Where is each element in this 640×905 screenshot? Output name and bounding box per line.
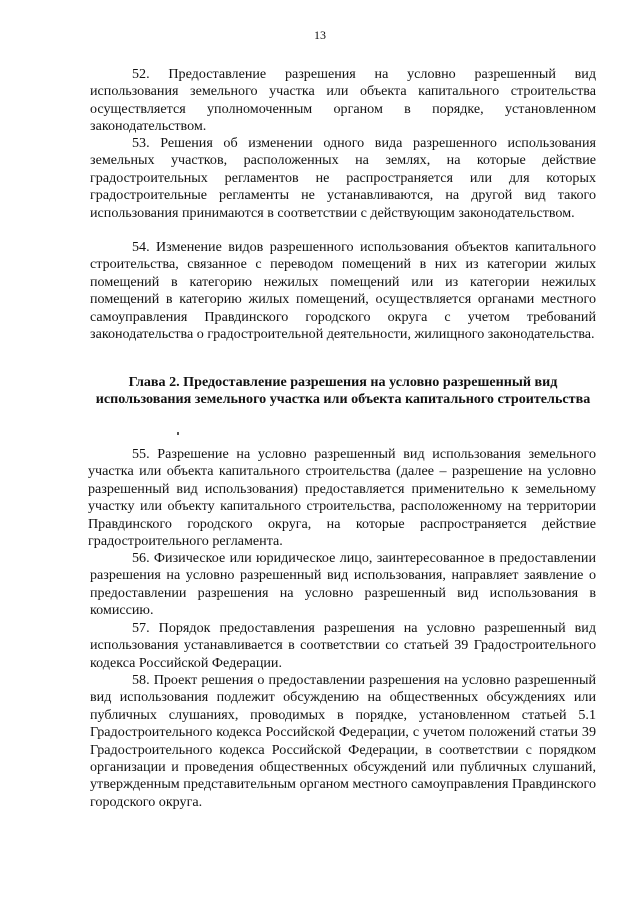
paragraph-56: 56. Физическое или юридическое лицо, заинтересованное в предоставлении разрешения на условно разрешенный вид использования, направляет заявление о предоставлении разрешения на условно разрешенный вид использования в комиссию. (90, 550, 596, 619)
paragraph-55: 55. Разрешение на условно разрешенный вид использования земельного участка или объекта капитального строительства (далее – разрешение на условно разрешенный вид использования) предоставляется применительно к земельному участку или объекту капитального строительства, расположенному на территории Правдинского городского округа, на которые распространяется действие градостроительного регламента. (88, 446, 596, 550)
scan-speck (177, 432, 179, 435)
paragraph-58: 58. Проект решения о предоставлении разрешения на условно разрешенный вид использования подлежит обсуждению на общественных обсуждениях или публичных слушаниях, проводимых в порядке, установленном статьей 5.1 Градостроительного кодекса Российской Федерации, с учетом положений статьи 39 Градостроительного кодекса Российской Федерации, в соответствии с порядком организации и проведения общественных обсуждений или публичных слушаний, утвержденным представительным органом местного самоуправления Правдинского городского округа. (90, 672, 596, 810)
chapter-heading: Глава 2. Предоставление разрешения на условно разрешенный вид использования земельного участка или объекта капитального строительства (95, 374, 591, 408)
paragraph-54: 54. Изменение видов разрешенного использования объектов капитального строительства, связанное с переводом помещений в них из категории жилых помещений в категорию нежилых помещений или из категории нежилых помещений в категорию жилых помещений, осуществляется органами местного самоуправления Правдинского городского округа с учетом требований законодательства о градостроительной деятельности, жилищного законодательства. (90, 239, 596, 343)
page-number: 13 (314, 28, 326, 42)
paragraph-53: 53. Решения об изменении одного вида разрешенного использования земельных участков, расположенных на землях, на которые действие градостроительных регламентов не распространяется или для которых градостроительные регламенты не устанавливаются, на другой вид такого использования принимаются в соответствии с действующим законодательством. (90, 135, 596, 221)
paragraph-52: 52. Предоставление разрешения на условно разрешенный вид использования земельного участка или объекта капитального строительства осуществляется уполномоченным органом в порядке, установленном законодательством. (90, 66, 596, 135)
paragraph-57: 57. Порядок предоставления разрешения на условно разрешенный вид использования устанавливается в соответствии со статьей 39 Градостроительного кодекса Российской Федерации. (90, 620, 596, 671)
